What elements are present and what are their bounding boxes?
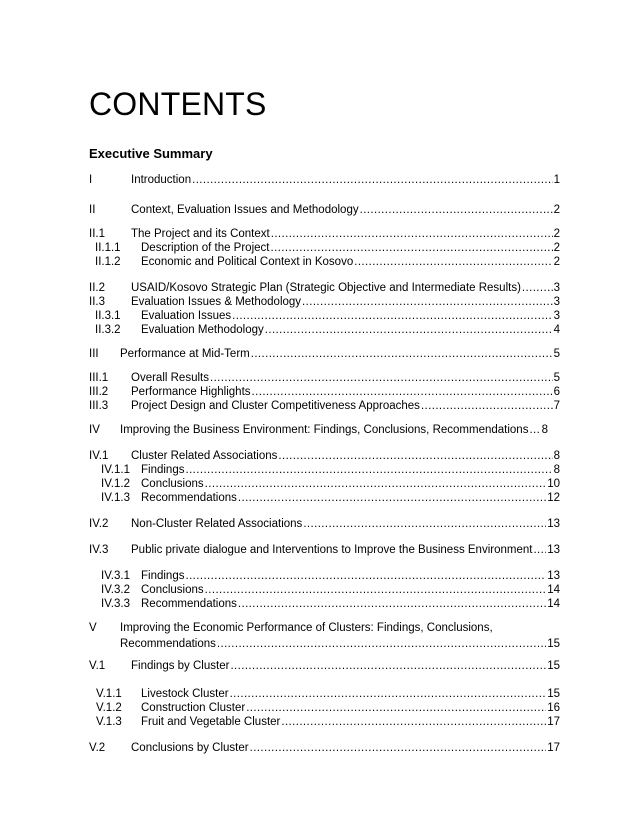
toc-entry: [0, 202, 638, 218]
toc-entry-page: 17: [547, 716, 560, 728]
toc-entry-number: IV.3.1: [101, 570, 130, 582]
toc-entry-label: Construction Cluster: [141, 702, 246, 714]
toc-entry-label: Conclusions by Cluster: [131, 742, 249, 754]
toc-entry-label: Performance Highlights: [131, 386, 251, 398]
toc-entry-label: Public private dialogue and Interventions to Improve the Business Environment: [131, 544, 533, 556]
toc-entry-number: II: [89, 204, 96, 216]
toc-entry-number: IV.1.1: [101, 464, 130, 476]
toc-leader-dots: [281, 714, 546, 730]
toc-entry: [0, 398, 638, 414]
toc-entry-number: II.3.2: [95, 324, 121, 336]
toc-entry-page: 6: [553, 386, 560, 398]
toc-entry-label: Findings: [141, 464, 185, 476]
toc-entry-page: 5: [553, 372, 560, 384]
toc-leader-dots: [238, 596, 546, 612]
toc-entry: [0, 620, 638, 636]
toc-entry-number: II.2: [89, 282, 105, 294]
toc-leader-dots: [217, 636, 546, 652]
toc-entry-page: 2: [553, 204, 560, 216]
toc-entry-number: II.3.1: [95, 310, 121, 322]
toc-entry-label: Economic and Political Context in Kosovo: [141, 256, 354, 268]
toc-leader-dots: [251, 346, 553, 362]
toc-entry-page: 3: [553, 282, 560, 294]
toc-entry: [0, 658, 638, 674]
toc-entry-number: IV.1.3: [101, 492, 130, 504]
toc-entry-text: [131, 516, 560, 532]
toc-entry-page: 8: [553, 450, 560, 462]
toc-entry-text: [141, 596, 560, 612]
toc-entry-label: Non-Cluster Related Associations: [131, 518, 303, 530]
toc-entry: [0, 346, 638, 362]
toc-entry-continuation: [0, 636, 638, 652]
toc-entry-text: [131, 202, 560, 218]
toc-leader-dots: [354, 254, 552, 270]
toc-leader-dots: [250, 740, 547, 756]
toc-entry-label: Evaluation Issues & Methodology: [131, 296, 302, 308]
toc-entry-text: [131, 172, 560, 188]
toc-entry-label: Evaluation Methodology: [141, 324, 264, 336]
toc-entry-page: 14: [547, 584, 560, 596]
toc-entry-number: IV.3: [89, 544, 109, 556]
page-title: CONTENTS: [89, 86, 267, 122]
toc-entry-label: Recommendations: [141, 492, 237, 504]
toc-entry-label: The Project and its Context: [131, 228, 270, 240]
toc-entry: [0, 422, 638, 438]
toc-entry-number: V.1.1: [96, 688, 122, 700]
toc-entry-page: 1: [553, 174, 560, 186]
toc-entry-number: IV.1: [89, 450, 109, 462]
toc-entry-label: Conclusions: [141, 478, 204, 490]
toc-entry-label: Livestock Cluster: [141, 688, 229, 700]
toc-entry: [0, 322, 638, 338]
toc-entry-number: V.1.3: [96, 716, 122, 728]
toc-entry: [0, 596, 638, 612]
toc-leader-dots: [238, 490, 546, 506]
toc-entry-label: Evaluation Issues: [141, 310, 232, 322]
toc-leader-dots: [533, 542, 546, 558]
toc-entry-text: [131, 398, 560, 414]
toc-entry-number: V.1.2: [96, 702, 122, 714]
toc-entry-number: II.3: [89, 296, 105, 308]
toc-entry-page: 13: [547, 570, 560, 582]
toc-entry-number: V: [89, 622, 97, 634]
toc-entry-label: Description of the Project: [141, 242, 270, 254]
toc-entry-number: III.1: [89, 372, 109, 384]
toc-leader-dots: [303, 516, 546, 532]
toc-entry-number: IV.1.2: [101, 478, 130, 490]
toc-entry-label: Recommendations: [141, 598, 237, 610]
toc-entry-number: II.1.1: [95, 242, 121, 254]
toc-entry-number: IV.3.2: [101, 584, 130, 596]
toc-entry-page: 17: [547, 742, 560, 754]
toc-entry-text: [120, 636, 560, 652]
toc-leader-dots: [265, 322, 553, 338]
toc-entry-page: 13: [547, 518, 560, 530]
toc-entry-page: 15: [547, 638, 560, 650]
toc-entry-label: USAID/Kosovo Strategic Plan (Strategic Objective and Intermediate Results): [131, 282, 521, 294]
executive-summary-heading: Executive Summary: [89, 146, 213, 161]
toc-entry: [0, 172, 638, 188]
toc-entry: [0, 714, 638, 730]
toc-entry-page: 2: [553, 242, 560, 254]
toc-entry-page: 8: [541, 424, 548, 436]
toc-entry-label: Findings by Cluster: [131, 660, 230, 672]
toc-entry-page: 8: [553, 464, 560, 476]
toc-entry-number: III: [89, 348, 99, 360]
toc-entry-label: Overall Results: [131, 372, 209, 384]
toc-entry: [0, 490, 638, 506]
toc-entry-number: V.2: [89, 742, 106, 754]
toc-entry-number: III.2: [89, 386, 109, 398]
toc-entry-text: [131, 542, 560, 558]
toc-entry-text: [131, 740, 560, 756]
toc-entry-label: Context, Evaluation Issues and Methodology: [131, 204, 359, 216]
toc-entry-text: [141, 254, 560, 270]
toc-entry-number: II.1.2: [95, 256, 121, 268]
toc-entry-page: 14: [547, 598, 560, 610]
toc-entry-page: 16: [547, 702, 560, 714]
toc-entry-page: 12: [547, 492, 560, 504]
toc-entry-number: I: [89, 174, 93, 186]
toc-entry-page: 15: [547, 688, 560, 700]
toc-entry-label-continued: Recommendations: [120, 638, 216, 650]
toc-entry-text: [141, 714, 560, 730]
toc-entry-page: 10: [547, 478, 560, 490]
toc-entry-label: Introduction: [131, 174, 192, 186]
toc-entry-label: Project Design and Cluster Competitiveness Approaches: [131, 400, 420, 412]
toc-entry-text: [141, 322, 560, 338]
toc-entry-page: 4: [553, 324, 560, 336]
toc-entry-page: 15: [547, 660, 560, 672]
toc-leader-dots: [192, 172, 552, 188]
toc-entry-page: 2: [553, 256, 560, 268]
toc-entry-label: Cluster Related Associations: [131, 450, 278, 462]
toc-entry: [0, 516, 638, 532]
toc-entry: [0, 542, 638, 558]
toc-entry-label: Improving the Economic Performance of Clusters: Findings, Conclusions,: [120, 622, 493, 634]
toc-entry-number: V.1: [89, 660, 106, 672]
toc-leader-dots: [360, 202, 553, 218]
toc-entry-page: 3: [553, 296, 560, 308]
toc-entry-page: 7: [553, 400, 560, 412]
toc-entry-page: 5: [553, 348, 560, 360]
toc-entry-label: Conclusions: [141, 584, 204, 596]
toc-entry-page: 13: [547, 544, 560, 556]
toc-entry-number: III.3: [89, 400, 109, 412]
toc-entry: [0, 254, 638, 270]
toc-entry-text: [131, 658, 560, 674]
toc-entry-text: [141, 490, 560, 506]
toc-leader-dots: [230, 658, 546, 674]
toc-entry-number: IV.2: [89, 518, 109, 530]
toc-entry-text: [120, 346, 560, 362]
toc-entry: [0, 740, 638, 756]
toc-leader-dots: [421, 398, 553, 414]
toc-entry-number: IV: [89, 424, 100, 436]
toc-leader-dots: [529, 422, 540, 438]
toc-entry-number: II.1: [89, 228, 105, 240]
toc-entry-label: Findings: [141, 570, 185, 582]
toc-entry-number: IV.3.3: [101, 598, 130, 610]
toc-entry-page: 2: [553, 228, 560, 240]
toc-entry-page: 3: [553, 310, 560, 322]
toc-entry-label: Performance at Mid-Term: [120, 348, 250, 360]
toc-entry-text: [120, 422, 548, 438]
toc-entry-label: Fruit and Vegetable Cluster: [141, 716, 281, 728]
toc-entry-label: Improving the Business Environment: Findings, Conclusions, Recommendations: [120, 424, 529, 436]
